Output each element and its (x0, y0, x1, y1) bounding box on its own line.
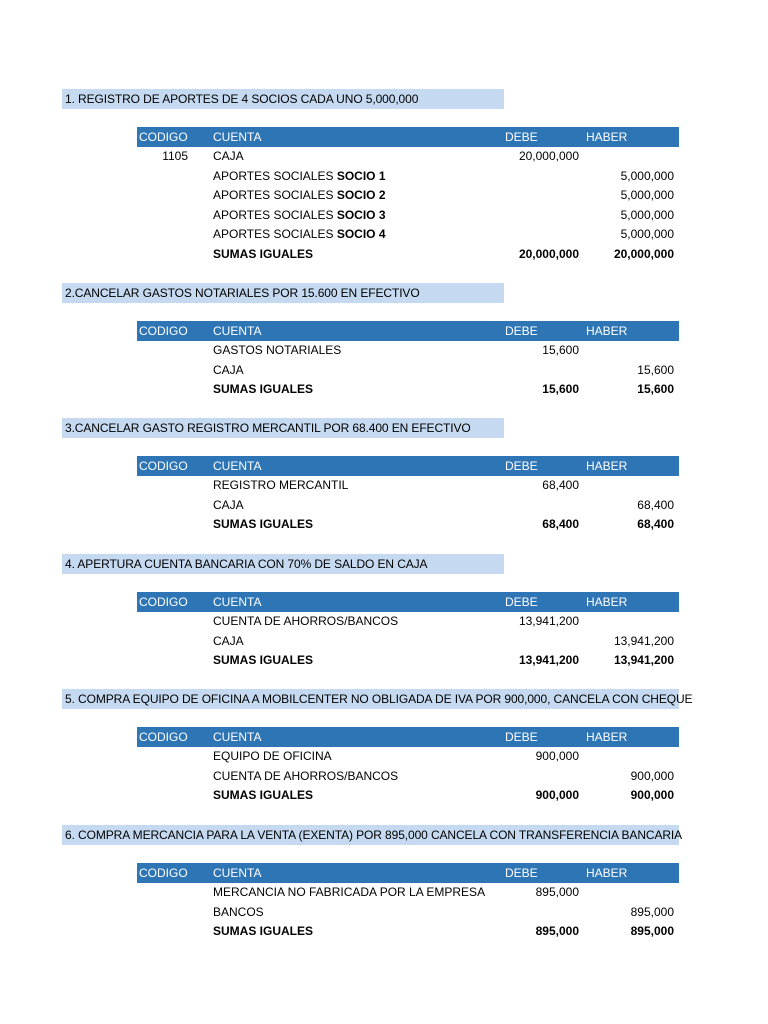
header-cuenta: CUENTA (213, 324, 262, 338)
header-debe: DEBE (505, 459, 538, 473)
totals-haber: 15,600 (637, 382, 674, 396)
cell-debe: 900,000 (535, 749, 579, 763)
totals-haber: 20,000,000 (613, 246, 674, 261)
account-name: CUENTA DE AHORROS/BANCOS (213, 614, 399, 628)
header-codigo: CODIGO (139, 866, 188, 880)
account-name: APORTES SOCIALES (213, 227, 337, 241)
journal-table-header (137, 727, 679, 747)
journal-table-header (137, 127, 679, 147)
header-codigo: CODIGO (139, 730, 188, 744)
table-row (137, 883, 679, 902)
totals-haber: 68,400 (637, 517, 674, 531)
table-row (137, 496, 679, 515)
account-name: CAJA (213, 633, 244, 648)
totals-label: SUMAS IGUALES (213, 653, 314, 667)
header-haber: HABER (586, 866, 628, 880)
cell-cuenta (213, 767, 398, 786)
cell-debe: 20,000,000 (518, 149, 579, 163)
account-name: CAJA (213, 362, 244, 377)
totals-debe: 895,000 (535, 924, 579, 938)
journal-table-header (137, 863, 679, 883)
journal-table-header (137, 456, 679, 476)
table-row (137, 903, 679, 922)
header-debe: DEBE (505, 866, 538, 880)
account-name: CUENTA DE AHORROS/BANCOS (213, 768, 399, 783)
table-row (137, 186, 679, 205)
account-name: GASTOS NOTARIALES (213, 343, 342, 357)
cell-cuenta (213, 206, 386, 225)
cell-debe: 15,600 (542, 343, 579, 357)
account-name: CAJA (213, 497, 244, 512)
cell-haber: 895,000 (630, 904, 674, 919)
table-row (137, 747, 679, 766)
account-name-bold: SOCIO 1 (336, 168, 386, 183)
cell-cuenta (213, 496, 244, 515)
header-haber: HABER (586, 324, 628, 338)
cell-debe: 895,000 (535, 885, 579, 899)
cell-cuenta (213, 476, 348, 495)
totals-haber: 895,000 (630, 924, 674, 938)
table-row (137, 767, 679, 786)
cell-haber: 5,000,000 (620, 168, 674, 183)
cell-haber: 900,000 (630, 768, 674, 783)
totals-debe: 13,941,200 (518, 653, 579, 667)
header-haber: HABER (586, 459, 628, 473)
cell-haber: 13,941,200 (613, 633, 674, 648)
journal-table-header (137, 592, 679, 612)
totals-row (137, 651, 679, 670)
cell-cuenta (213, 147, 244, 166)
cell-cuenta (213, 632, 244, 651)
totals-row (137, 515, 679, 534)
totals-row (137, 786, 679, 805)
section-title: 4. APERTURA CUENTA BANCARIA CON 70% DE SALDO EN CAJA (62, 554, 504, 574)
header-codigo: CODIGO (139, 459, 188, 473)
cell-cuenta (213, 747, 332, 766)
table-row (137, 225, 679, 244)
totals-label: SUMAS IGUALES (213, 924, 314, 938)
header-cuenta: CUENTA (213, 866, 262, 880)
cell-haber: 5,000,000 (620, 227, 674, 241)
table-row (137, 632, 679, 651)
section-title: 5. COMPRA EQUIPO DE OFICINA A MOBILCENTER NO OBLIGADA DE IVA POR 900,000, CANCELA CON CHEQUE (62, 689, 679, 709)
totals-row (137, 380, 679, 399)
header-cuenta: CUENTA (213, 130, 262, 144)
account-name: REGISTRO MERCANTIL (213, 478, 349, 492)
table-row (137, 361, 679, 380)
cell-debe: 68,400 (542, 478, 579, 492)
account-name: APORTES SOCIALES (213, 188, 337, 202)
cell-cuenta (213, 225, 386, 244)
totals-label: SUMAS IGUALES (213, 517, 314, 531)
table-row (137, 206, 679, 225)
totals-haber: 900,000 (630, 788, 674, 802)
cell-cuenta (213, 612, 398, 631)
totals-debe: 15,600 (542, 382, 579, 396)
cell-haber: 5,000,000 (620, 207, 674, 222)
account-name: CAJA (213, 149, 244, 163)
cell-cuenta (213, 361, 244, 380)
section-title: 1. REGISTRO DE APORTES DE 4 SOCIOS CADA UNO 5,000,000 (62, 89, 504, 109)
header-haber: HABER (586, 730, 628, 744)
header-codigo: CODIGO (139, 324, 188, 338)
totals-label: SUMAS IGUALES (213, 246, 314, 261)
header-debe: DEBE (505, 595, 538, 609)
section-title: 2.CANCELAR GASTOS NOTARIALES POR 15.600 EN EFECTIVO (62, 283, 504, 303)
header-debe: DEBE (505, 730, 538, 744)
header-haber: HABER (586, 130, 628, 144)
cell-cuenta (213, 903, 264, 922)
account-name: APORTES SOCIALES (213, 207, 337, 222)
account-name: MERCANCIA NO FABRICADA POR LA EMPRESA (213, 885, 486, 899)
totals-haber: 13,941,200 (613, 653, 674, 667)
table-row (137, 341, 679, 360)
cell-debe: 13,941,200 (518, 614, 579, 628)
cell-cuenta (213, 883, 485, 902)
table-row (137, 612, 679, 631)
table-row (137, 476, 679, 495)
cell-cuenta (213, 341, 341, 360)
account-name-bold: SOCIO 3 (336, 207, 386, 222)
section-title: 3.CANCELAR GASTO REGISTRO MERCANTIL POR 68.400 EN EFECTIVO (62, 418, 504, 438)
cell-haber: 68,400 (637, 497, 674, 512)
journal-table-header (137, 321, 679, 341)
totals-label: SUMAS IGUALES (213, 382, 314, 396)
section-title: 6. COMPRA MERCANCIA PARA LA VENTA (EXENTA) POR 895,000 CANCELA CON TRANSFERENCIA BANCARIA (62, 825, 679, 845)
totals-label: SUMAS IGUALES (213, 788, 314, 802)
table-row (137, 167, 679, 186)
header-haber: HABER (586, 595, 628, 609)
totals-debe: 20,000,000 (518, 246, 579, 261)
cell-haber: 5,000,000 (620, 188, 674, 202)
totals-debe: 68,400 (542, 517, 579, 531)
account-name-bold: SOCIO 4 (336, 227, 386, 241)
header-cuenta: CUENTA (213, 459, 262, 473)
cell-cuenta (213, 167, 386, 186)
totals-row (137, 245, 679, 264)
header-cuenta: CUENTA (213, 730, 262, 744)
totals-debe: 900,000 (535, 788, 579, 802)
header-debe: DEBE (505, 324, 538, 338)
header-codigo: CODIGO (139, 130, 188, 144)
account-name: BANCOS (213, 904, 264, 919)
account-name-bold: SOCIO 2 (336, 188, 386, 202)
cell-haber: 15,600 (637, 362, 674, 377)
totals-row (137, 922, 679, 941)
header-debe: DEBE (505, 130, 538, 144)
header-codigo: CODIGO (139, 595, 188, 609)
cell-cuenta (213, 186, 386, 205)
account-name: EQUIPO DE OFICINA (213, 749, 332, 763)
cell-codigo: 1105 (162, 149, 188, 163)
account-name: APORTES SOCIALES (213, 168, 337, 183)
table-row (137, 147, 679, 166)
header-cuenta: CUENTA (213, 595, 262, 609)
